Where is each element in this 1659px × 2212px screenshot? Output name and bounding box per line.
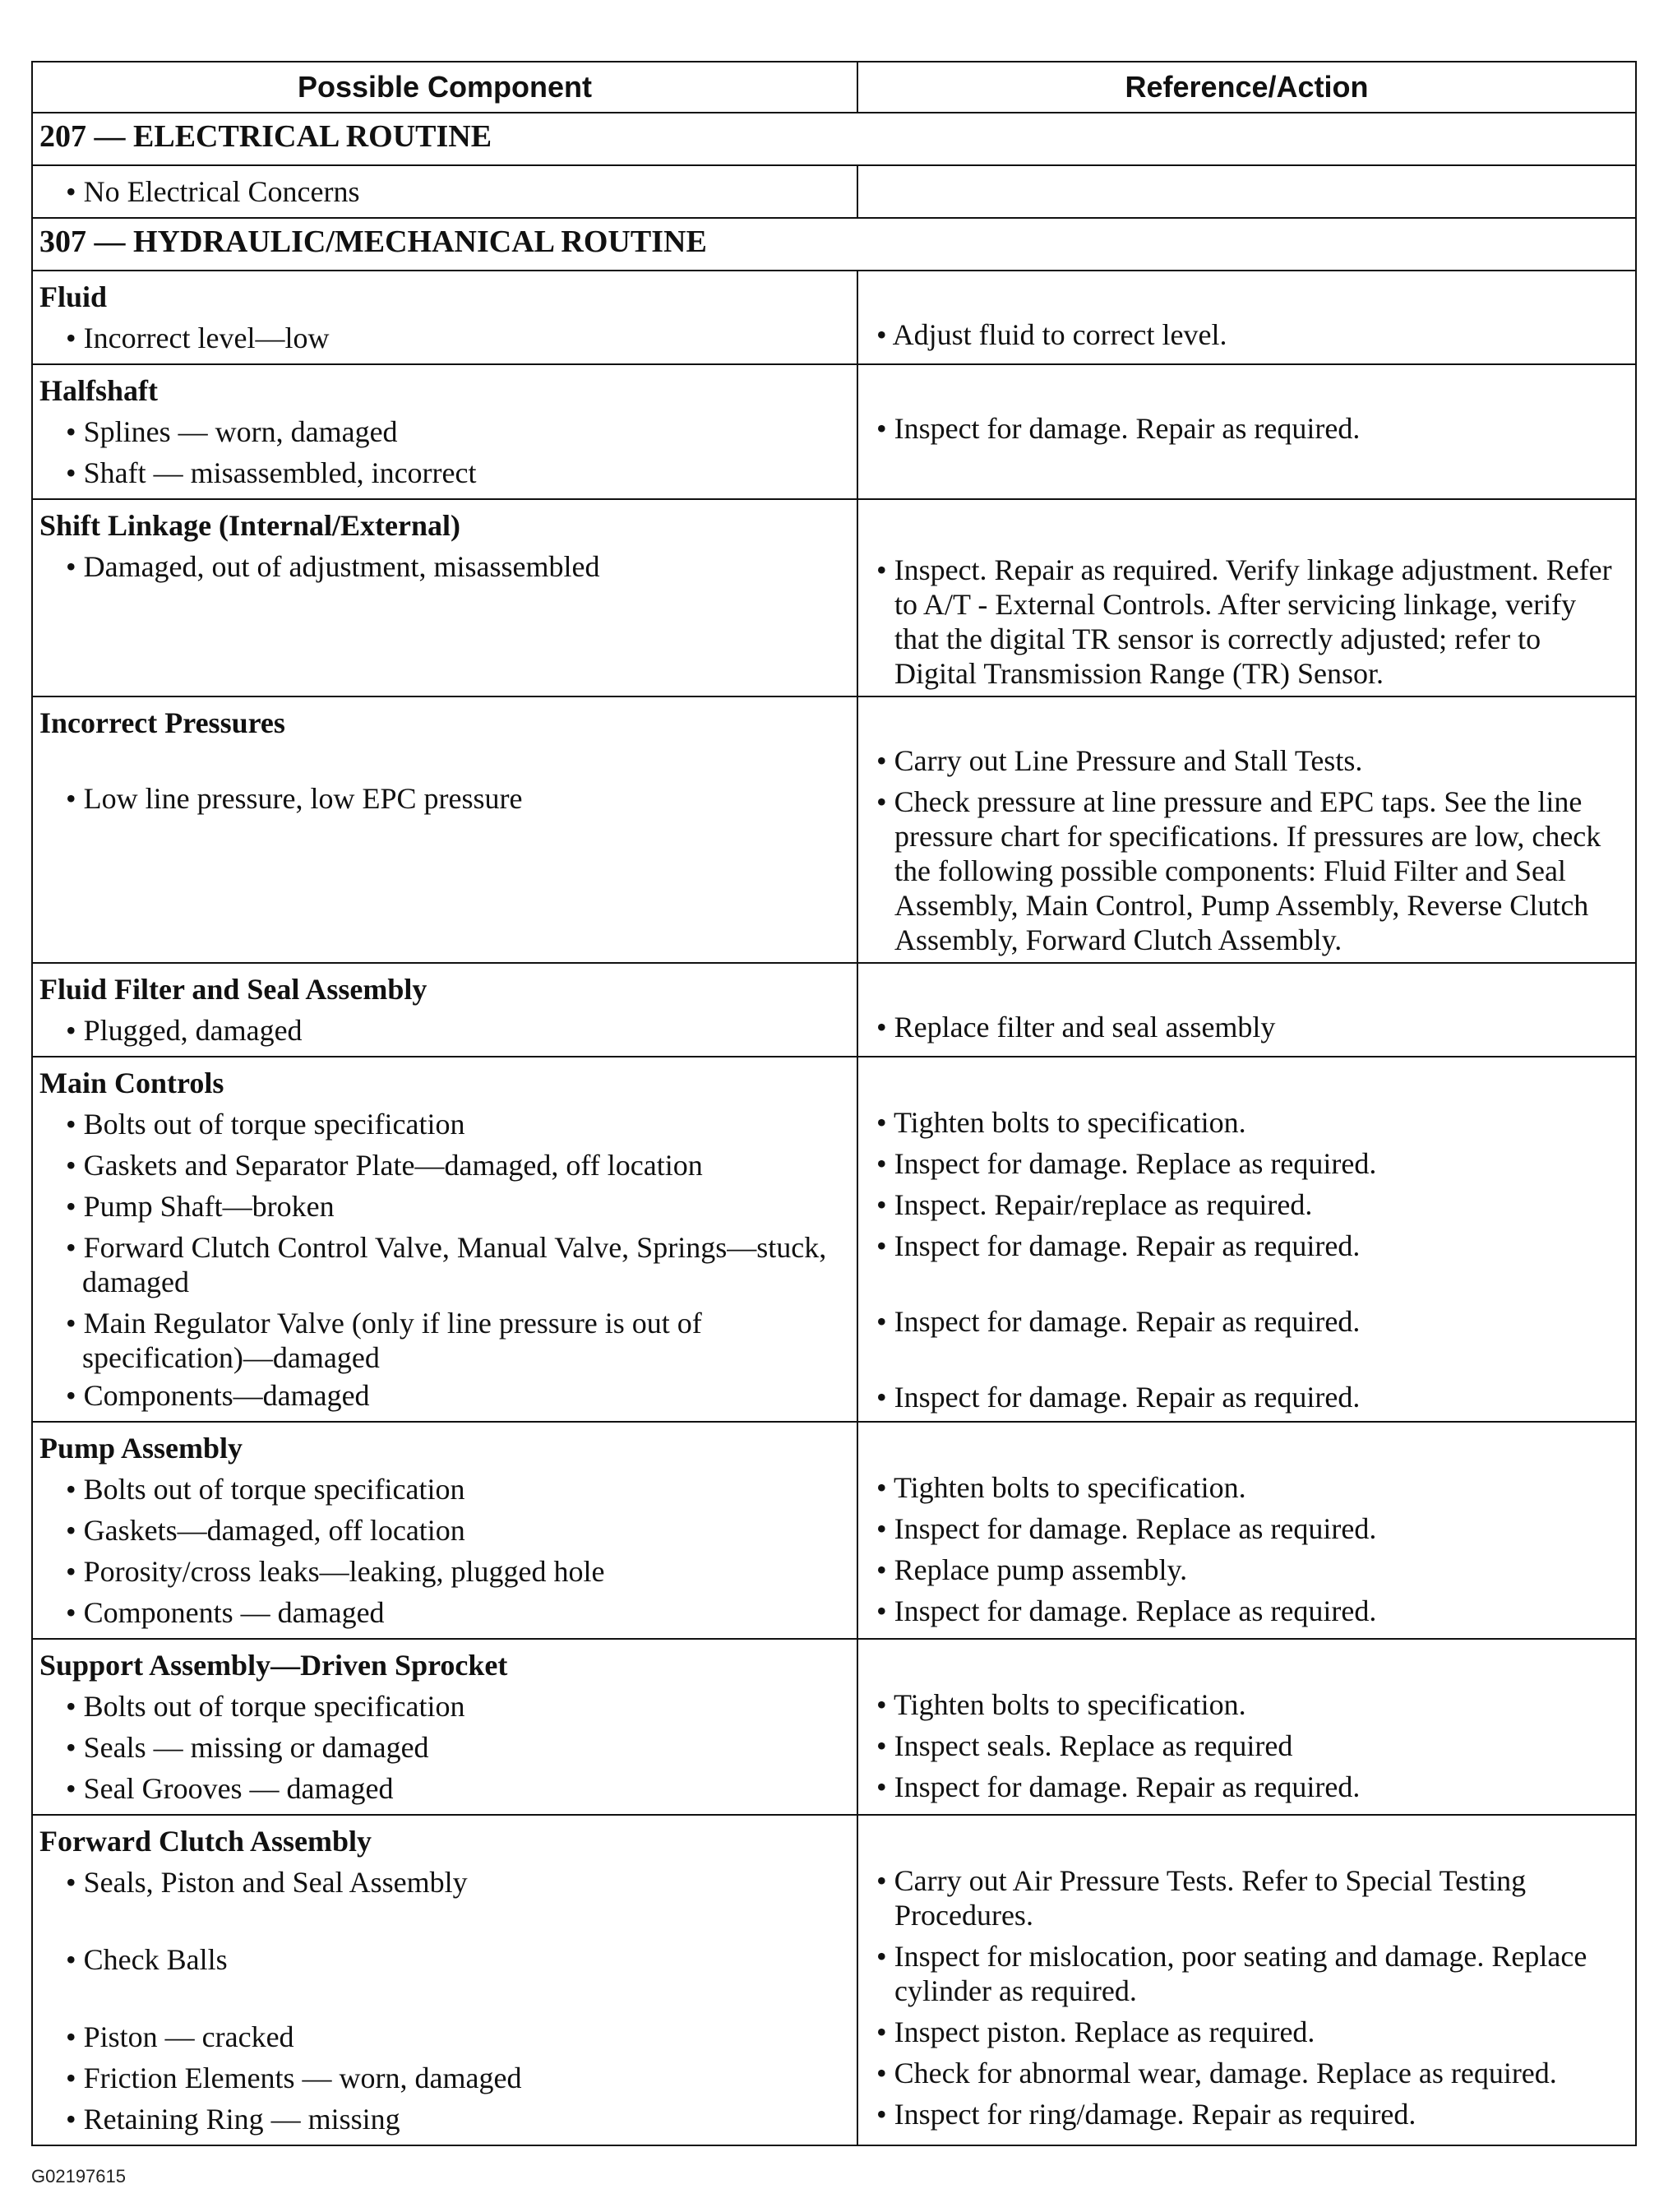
- action-item: • Inspect for ring/damage. Repair as required.: [876, 2098, 1416, 2131]
- group-row-support-assembly: [32, 1639, 1636, 1815]
- action-item: • Inspect for damage. Repair as required.: [876, 1305, 1361, 1338]
- action-item: • Inspect for damage. Replace as required.: [876, 1512, 1377, 1545]
- empty-action-cell: [857, 165, 1636, 218]
- component-item: • Forward Clutch Control Valve, Manual Valve, Springs—stuck, damaged: [66, 1231, 827, 1298]
- group-title: Pump Assembly: [39, 1432, 243, 1465]
- group-title: Incorrect Pressures: [39, 706, 285, 739]
- action-item: • Inspect for damage. Repair as required.: [876, 412, 1361, 445]
- component-item: • Damaged, out of adjustment, misassembled: [66, 550, 600, 583]
- figure-code: G02197615: [31, 2166, 126, 2187]
- component-item: • Piston — cracked: [66, 2020, 294, 2053]
- action-item: • Inspect for damage. Replace as required.: [876, 1147, 1377, 1180]
- component-item: • Seals, Piston and Seal Assembly: [66, 1866, 468, 1899]
- action-item: • Inspect. Repair as required. Verify linkage adjustment. Refer to A/T - External Controls. After servicing linkage, verify that the digital TR sensor is correctly adjusted; refer to Digital Transmission Range (TR) Sensor.: [876, 553, 1612, 690]
- component-item: • No Electrical Concerns: [66, 175, 360, 208]
- component-item: • Retaining Ring — missing: [66, 2103, 400, 2136]
- action-item: • Inspect for damage. Repair as required.: [876, 1381, 1361, 1414]
- group-title: Support Assembly—Driven Sprocket: [39, 1649, 508, 1682]
- component-item: • Low line pressure, low EPC pressure: [66, 782, 523, 815]
- group-title: Fluid Filter and Seal Assembly: [39, 973, 427, 1006]
- action-item: • Inspect for damage. Repair as required.: [876, 1770, 1361, 1803]
- table-header-row: [32, 62, 1636, 113]
- table-row: [32, 165, 1636, 218]
- action-item: • Replace filter and seal assembly: [876, 1011, 1276, 1044]
- action-item: • Inspect for damage. Replace as required.: [876, 1594, 1377, 1627]
- group-row-fluid: [32, 271, 1636, 364]
- component-item: • Components—damaged: [66, 1379, 370, 1412]
- section-row-207: [32, 113, 1636, 165]
- component-item: • Incorrect level—low: [66, 322, 330, 354]
- action-item: • Inspect. Repair/replace as required.: [876, 1188, 1313, 1221]
- section-title-307: 307 — HYDRAULIC/MECHANICAL ROUTINE: [32, 218, 1636, 271]
- header-possible-component: Possible Component: [32, 62, 857, 113]
- action-item: • Tighten bolts to specification.: [876, 1688, 1246, 1721]
- action-item: • Inspect piston. Replace as required.: [876, 2015, 1315, 2048]
- action-item: • Check pressure at line pressure and EPC taps. See the line pressure chart for specifications. If pressures are low, check the following possible components: Fluid Filter and Seal Assembly, Main Control, Pump Assembly, Reverse Clutch Assembly, Forward Clutch Assembly.: [876, 785, 1601, 956]
- component-item: • Friction Elements — worn, damaged: [66, 2062, 522, 2094]
- component-item: • Gaskets and Separator Plate—damaged, off location: [66, 1149, 703, 1182]
- component-item: • Bolts out of torque specification: [66, 1473, 465, 1506]
- action-item: • Check for abnormal wear, damage. Replace as required.: [876, 2057, 1557, 2089]
- group-row-incorrect-pressures: [32, 696, 1636, 963]
- action-item: • Replace pump assembly.: [876, 1553, 1188, 1586]
- group-row-forward-clutch: [32, 1815, 1636, 2145]
- action-item: • Inspect seals. Replace as required: [876, 1729, 1293, 1762]
- action-item: • Carry out Air Pressure Tests. Refer to Special Testing Procedures.: [876, 1864, 1527, 1932]
- section-title-207: 207 — ELECTRICAL ROUTINE: [32, 113, 1636, 165]
- component-item: • Bolts out of torque specification: [66, 1690, 465, 1723]
- group-row-main-controls: [32, 1057, 1636, 1422]
- group-title: Fluid: [39, 280, 108, 313]
- group-row-pump-assembly: [32, 1422, 1636, 1639]
- component-item: • Porosity/cross leaks—leaking, plugged hole: [66, 1555, 605, 1588]
- group-title: Forward Clutch Assembly: [39, 1825, 372, 1858]
- section-row-307: [32, 218, 1636, 271]
- action-item: • Tighten bolts to specification.: [876, 1471, 1246, 1504]
- action-item: • Tighten bolts to specification.: [876, 1106, 1246, 1139]
- component-item: • Check Balls: [66, 1943, 228, 1976]
- header-reference-action: Reference/Action: [857, 62, 1636, 113]
- action-item: • Adjust fluid to correct level.: [876, 318, 1227, 351]
- component-item: • Shaft — misassembled, incorrect: [66, 456, 477, 489]
- group-title: Halfshaft: [39, 374, 158, 407]
- component-item: • Main Regulator Valve (only if line pressure is out of specification)—damaged: [66, 1307, 702, 1374]
- group-title: Shift Linkage (Internal/External): [39, 509, 461, 542]
- component-item: • Seals — missing or damaged: [66, 1731, 429, 1764]
- component-item: • Pump Shaft—broken: [66, 1190, 335, 1223]
- action-item: • Inspect for mislocation, poor seating and damage. Replace cylinder as required.: [876, 1940, 1587, 2007]
- group-row-halfshaft: [32, 364, 1636, 499]
- component-item: • Components — damaged: [66, 1596, 385, 1629]
- group-row-fluid-filter: [32, 963, 1636, 1057]
- component-item: • Plugged, damaged: [66, 1014, 303, 1047]
- action-item: • Inspect for damage. Repair as required.: [876, 1229, 1361, 1262]
- action-item: • Carry out Line Pressure and Stall Tests.: [876, 744, 1363, 777]
- component-item: • Seal Grooves — damaged: [66, 1772, 394, 1805]
- component-item: • Splines — worn, damaged: [66, 415, 398, 448]
- component-item: • Bolts out of torque specification: [66, 1108, 465, 1141]
- diagnostic-table: [31, 61, 1637, 2146]
- component-item: • Gaskets—damaged, off location: [66, 1514, 465, 1547]
- group-title: Main Controls: [39, 1067, 224, 1099]
- group-row-shift-linkage: [32, 499, 1636, 696]
